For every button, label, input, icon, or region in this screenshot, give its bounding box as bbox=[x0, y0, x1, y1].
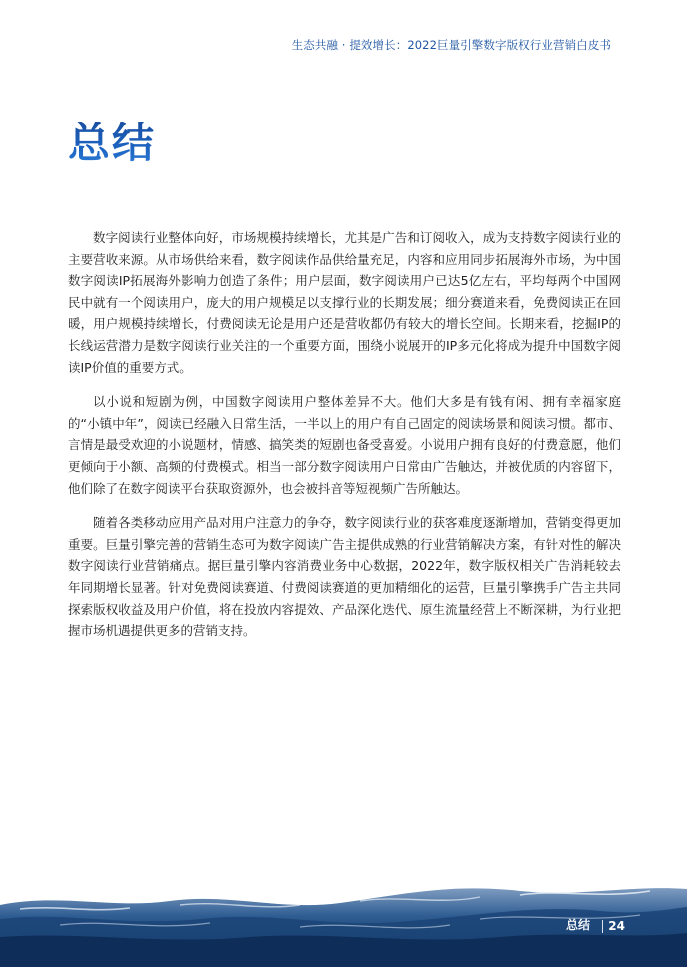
page-title: 总结 bbox=[68, 118, 157, 167]
footer-section-label: 总结 bbox=[565, 918, 590, 932]
body-text bbox=[68, 227, 621, 655]
paragraph-3: 随着各类移动应用产品对用户注意力的争夺，数字阅读行业的获客难度逐渐增加，营销变得更加重要。巨量引擎完善的营销生态可为数字阅读广告主提供成熟的行业营销解决方案，有针对性的解决数字阅读行业营销痛点。据巨量引擎内容消费业务中心数据，2022年，数字版权相关广告消耗较去年同期增长显著。针对免费阅读赛道、付费阅读赛道的更加精细化的运营，巨量引擎携手广告主共同探索版权收益及用户价值，将在投放内容提效、产品深化迭代、原生流量经营上不断深耕，为行业把握市场机遇提供更多的营销支持。 bbox=[68, 515, 621, 639]
page-number: 24 bbox=[608, 919, 625, 933]
header-title: 生态共融 · 提效增长：2022巨量引擎数字版权行业营销白皮书 bbox=[291, 38, 611, 52]
paragraph-1: 数字阅读行业整体向好，市场规模持续增长，尤其是广告和订阅收入，成为支持数字阅读行业的主要营收来源。从市场供给来看，数字阅读作品供给量充足，内容和应用同步拓展海外市场，为中国数字阅读IP拓展海外影响力创造了条件；用户层面，数字阅读用户已达5亿左右，平均每两个中国网民中就有一个阅读用户，庞大的用户规模足以支撑行业的长期发展；细分赛道来看，免费阅读正在回暖，用户规模持续增长，付费阅读无论是用户还是营收都仍有较大的增长空间。长期来看，挖掘IP的长线运营潜力是数字阅读行业关注的一个重要方面，围绕小说展开的IP多元化将成为提升中国数字阅读IP价值的重要方式。 bbox=[68, 230, 621, 375]
paragraph-2: 以小说和短剧为例，中国数字阅读用户整体差异不大。他们大多是有钱有闲、拥有幸福家庭的“小镇中年”，阅读已经融入日常生活，一半以上的用户有自己固定的阅读场景和阅读习惯。都市、言情是最受欢迎的小说题材，情感、搞笑类的短剧也备受喜爱。小说用户拥有良好的付费意愿，他们更倾向于小额、高频的付费模式。相当一部分数字阅读用户日常由广告触达，并被优质的内容留下，他们除了在数字阅读平台获取资源外，也会被抖音等短视频广告所触达。 bbox=[68, 394, 621, 496]
footer-divider bbox=[602, 920, 603, 933]
